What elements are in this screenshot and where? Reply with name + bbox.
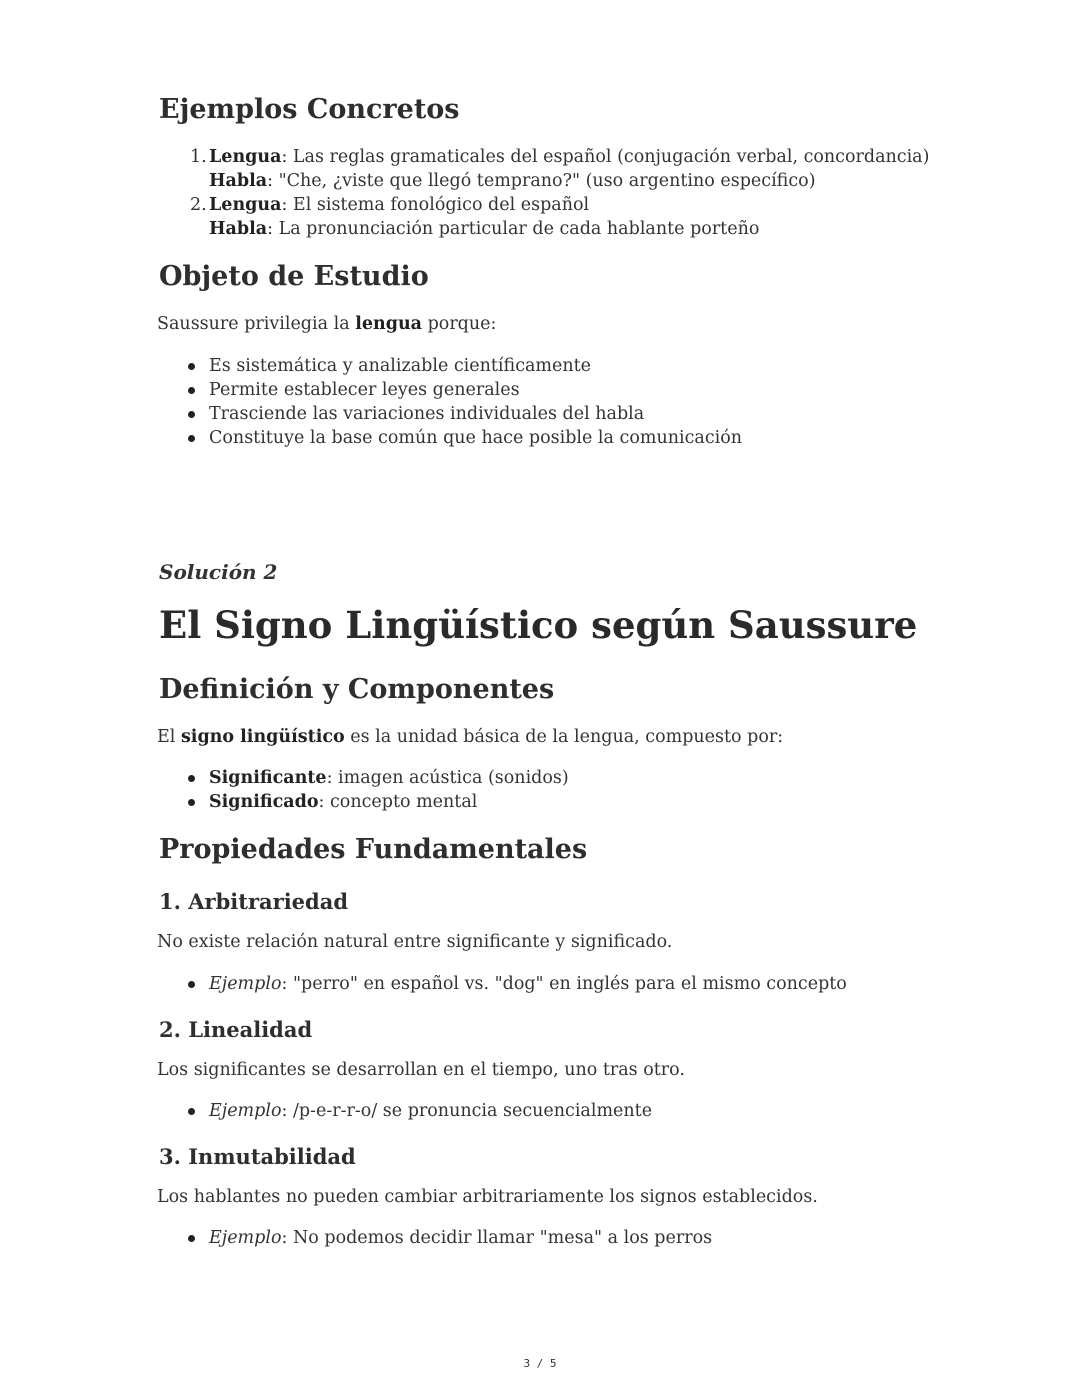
term-label: Lengua (209, 147, 282, 167)
bold-term: lengua (355, 314, 423, 334)
solution-label: Solución 2 (159, 560, 278, 584)
subsection-heading: 1. Arbitrariedad (159, 889, 348, 914)
bullet-icon (188, 435, 195, 442)
paragraph: Los hablantes no pueden cambiar arbitrariamente los signos establecidos. (157, 1187, 818, 1207)
example-text: : "perro" en español vs. "dog" en inglés para el mismo concepto (281, 974, 847, 994)
example-label: Ejemplo (209, 974, 282, 994)
list-item (209, 974, 847, 994)
bullet-icon (188, 981, 195, 988)
example-label: Ejemplo (209, 1228, 282, 1248)
list-item: Es sistemática y analizable científicamente (209, 356, 592, 376)
paragraph (157, 314, 496, 334)
example-label: Ejemplo (209, 1101, 282, 1121)
page-title: El Signo Lingüístico según Saussure (159, 603, 918, 647)
term-label: Significado (209, 792, 319, 812)
bullet-icon (188, 363, 195, 370)
paragraph (157, 727, 783, 747)
example-text: : /p-e-r-r-o/ se pronuncia secuencialmente (281, 1101, 653, 1121)
list-number: 2. (190, 195, 207, 215)
bullet-icon (188, 411, 195, 418)
list-item (209, 195, 589, 215)
bullet-icon (188, 799, 195, 806)
page-number: 3 / 5 (523, 1357, 557, 1370)
section-heading-objeto: Objeto de Estudio (159, 261, 429, 292)
text-run: El (157, 727, 181, 747)
list-item (209, 1228, 712, 1248)
list-number: 1. (190, 147, 207, 167)
term-label: Significante (209, 768, 327, 788)
text-run: Saussure privilegia la (157, 314, 356, 334)
text-run: porque: (422, 314, 497, 334)
term-label: Habla (209, 171, 268, 191)
term-label: Habla (209, 219, 268, 239)
list-item (209, 1101, 652, 1121)
paragraph: No existe relación natural entre significante y significado. (157, 932, 673, 952)
list-item (209, 768, 569, 788)
bullet-icon (188, 387, 195, 394)
term-text: : La pronunciación particular de cada hablante porteño (267, 219, 760, 239)
subsection-heading: 3. Inmutabilidad (159, 1144, 356, 1169)
term-text: : Las reglas gramaticales del español (conjugación verbal, concordancia) (281, 147, 930, 167)
bullet-icon (188, 775, 195, 782)
section-heading-propiedades: Propiedades Fundamentales (159, 834, 588, 865)
term-text: : "Che, ¿viste que llegó temprano?" (uso argentino específico) (267, 171, 816, 191)
list-item: Permite establecer leyes generales (209, 380, 520, 400)
bold-term: signo lingüístico (180, 727, 345, 747)
term-text: : concepto mental (318, 792, 478, 812)
list-item: Trasciende las variaciones individuales del habla (209, 404, 645, 424)
subsection-heading: 2. Linealidad (159, 1017, 313, 1042)
term-label: Lengua (209, 195, 282, 215)
term-text: : El sistema fonológico del español (281, 195, 590, 215)
list-item (209, 792, 477, 812)
section-heading-ejemplos: Ejemplos Concretos (159, 94, 460, 125)
section-heading-definicion: Definición y Componentes (159, 674, 555, 705)
term-text: : imagen acústica (sonidos) (326, 768, 569, 788)
bullet-icon (188, 1235, 195, 1242)
list-item-continuation (209, 219, 759, 239)
example-text: : No podemos decidir llamar "mesa" a los perros (281, 1228, 713, 1248)
paragraph: Los significantes se desarrollan en el tiempo, uno tras otro. (157, 1060, 685, 1080)
bullet-icon (188, 1108, 195, 1115)
list-item-continuation (209, 171, 816, 191)
list-item (209, 147, 929, 167)
text-run: es la unidad básica de la lengua, compuesto por: (344, 727, 784, 747)
list-item: Constituye la base común que hace posible la comunicación (209, 428, 743, 448)
